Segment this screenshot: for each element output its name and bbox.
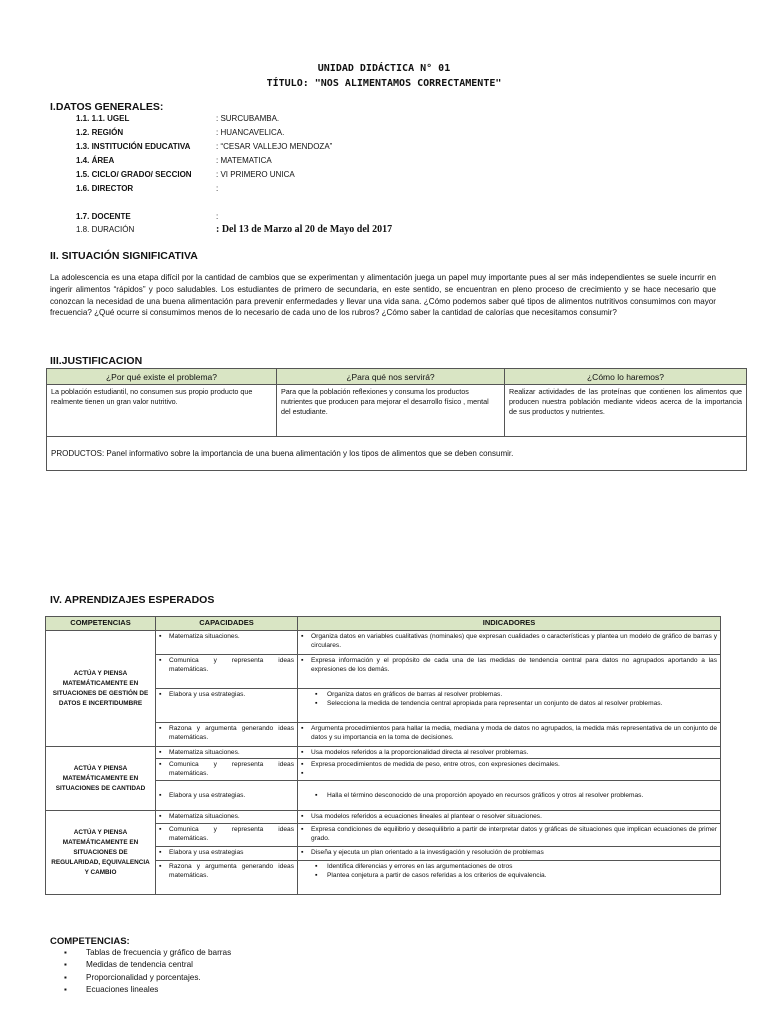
list-item: ▪ Proporcionalidad y porcentajes. <box>64 972 231 984</box>
indicador: ▪ Expresa información y el propósito de cada una de las medidas de tendencia central para datos no agrupados aportando a las expresiones de los demás. <box>301 656 717 674</box>
capacidad: ▪ Elabora y usa estrategias. <box>159 791 294 800</box>
datos-label: 1.7. DOCENTE <box>76 212 131 221</box>
table-header: ¿Para qué nos servirá? <box>277 369 505 385</box>
competencia-cell: ACTÚA Y PIENSA MATEMÁTICAMENTE EN SITUACIONES DE REGULARIDAD, EQUIVALENCIA Y CAMBIO <box>46 811 156 895</box>
datos-label: 1.1. 1.1. UGEL <box>76 114 130 123</box>
situacion-text: La adolescencia es una etapa difícil por la cantidad de cambios que se experimentan y alimentación juega un papel muy importante pues al ser más independientes se suele incurrir en ingerir alimentos “rápidos” y poco saludables. Los estudiantes de primero de secundaria, en este sentido, se encuentran en pleno proceso de crecimiento y se hace necesario que conozcan la necesidad de una buena alimentación para prevenir enfermedades y llevar una vida sana. ¿Cómo podemos saber qué tipos de alimentos nutritivos consumimos con mayor frecuencia? ¿Qué ocurre si consumimos menos de lo necesario de cada uno de los rubros? ¿Cómo saber la cantidad de calorías que necesitamos consumir? <box>50 273 716 318</box>
table-cell: Para que la población reflexiones y consuma los productos nutrientes que producen para mejorar el desarrollo físico , mental del estudiante. <box>277 385 505 437</box>
list-item: ▪ Ecuaciones lineales <box>64 984 231 996</box>
capacidad: ▪ Elabora y usa estrategias. <box>159 690 294 699</box>
aprendizajes-table <box>45 616 721 895</box>
datos-row <box>0 142 768 156</box>
indicador: ▪ Plantea conjetura a partir de casos referidas a los criterios de equivalencia. <box>301 871 717 880</box>
table-header: CAPACIDADES <box>156 617 298 631</box>
datos-value: : <box>216 212 219 221</box>
datos-row <box>0 225 768 239</box>
indicador: ▪ Identifica diferencias y errores en las argumentaciones de otros <box>301 862 717 871</box>
capacidad: ▪ Matematiza situaciones. <box>159 748 294 757</box>
indicador: ▪ Expresa condiciones de equilibrio y desequilibrio a partir de interpretar datos y gráficas de situaciones que implican ecuaciones de primer grado. <box>301 825 717 843</box>
indicador: ▪ Organiza datos en variables cualitativas (nominales) que expresan cualidades o características y plantea un modelo de gráfico de barras y circulares. <box>301 632 717 650</box>
indicador: ▪ Usa modelos referidos a ecuaciones lineales al plantear o resolver situaciones. <box>301 812 717 821</box>
datos-value: : <box>216 184 219 193</box>
capacidad: ▪ Comunica y representa ideas matemáticas. <box>159 825 294 843</box>
competencias-list <box>64 947 231 996</box>
datos-value: : Del 13 de Marzo al 20 de Mayo del 2017 <box>216 224 393 235</box>
datos-label: 1.3. INSTITUCIÓN EDUCATIVA <box>76 142 191 151</box>
datos-row <box>0 128 768 142</box>
table-header: COMPETENCIAS <box>46 617 156 631</box>
competencia-cell: ACTÚA Y PIENSA MATEMÁTICAMENTE EN SITUACIONES DE CANTIDAD <box>46 747 156 811</box>
justificacion-heading: III.JUSTIFICACION <box>50 355 143 367</box>
indicador: ▪ Diseña y ejecuta un plan orientado a la investigación y resolución de problemas <box>301 848 717 857</box>
datos-heading: I.DATOS GENERALES: <box>50 101 164 113</box>
productos-cell <box>47 437 747 471</box>
capacidad: ▪ Matematiza situaciones. <box>159 632 294 641</box>
productos-label: PRODUCTOS: <box>51 448 105 458</box>
datos-row <box>0 170 768 184</box>
indicador: ▪ Expresa procedimientos de medida de peso, entre otros, con expresiones decimales. <box>301 760 717 769</box>
datos-label: 1.6. DIRECTOR <box>76 184 134 193</box>
situacion-heading: II. SITUACIÓN SIGNIFICATIVA <box>50 250 198 262</box>
datos-row <box>0 114 768 128</box>
datos-label: 1.5. CICLO/ GRADO/ SECCION <box>76 170 192 179</box>
datos-label: 1.4. ÁREA <box>76 156 115 165</box>
unit-title: UNIDAD DIDÁCTICA N° 01 <box>317 63 451 74</box>
datos-label: 1.8. DURACIÓN <box>76 225 135 234</box>
table-header: ¿Cómo lo haremos? <box>505 369 747 385</box>
table-header: ¿Por qué existe el problema? <box>47 369 277 385</box>
indicador: ▪ Selecciona la medida de tendencia central apropiada para representar un conjunto de datos al resolver problemas. <box>301 699 717 708</box>
datos-value: : “CESAR VALLEJO MENDOZA” <box>216 142 333 151</box>
table-header: INDICADORES <box>298 617 721 631</box>
indicador: ▪ Halla el término desconocido de una proporción apoyado en recursos gráficos y otros al resolver problemas. <box>301 791 717 800</box>
justificacion-table <box>46 368 747 471</box>
datos-label: 1.2. REGIÓN <box>76 128 124 137</box>
datos-value: : MATEMATICA <box>216 156 272 165</box>
indicador: ▪ Argumenta procedimientos para hallar la media, mediana y moda de datos no agrupados, la medida más representativa de un conjunto de datos y su importancia en la toma de decisiones. <box>301 724 717 742</box>
capacidad: ▪ Elabora y usa estrategias <box>159 848 294 857</box>
aprendizajes-heading: IV. APRENDIZAJES ESPERADOS <box>50 594 215 606</box>
table-cell: La población estudiantil, no consumen sus propio producto que realmente tienen un gran valor nutritivo. <box>47 385 277 437</box>
document-title: TÍTULO: "NOS ALIMENTAMOS CORRECTAMENTE" <box>266 78 502 89</box>
capacidad: ▪ Matematiza situaciones. <box>159 812 294 821</box>
datos-value: : SURCUBAMBA. <box>216 114 280 123</box>
datos-value: : VI PRIMERO UNICA <box>216 170 295 179</box>
list-item: ▪ Medidas de tendencia central <box>64 959 231 971</box>
indicador: ▪ Usa modelos referidos a la proporcionalidad directa al resolver problemas. <box>301 748 717 757</box>
indicador: ▪ Organiza datos en gráficos de barras al resolver problemas. <box>301 690 717 699</box>
competencia-cell: ACTÚA Y PIENSA MATEMÁTICAMENTE EN SITUACIONES DE GESTIÓN DE DATOS E INCERTIDUMBRE <box>46 631 156 747</box>
list-item: ▪ Tablas de frecuencia y gráfico de barras <box>64 947 231 959</box>
capacidad: ▪ Comunica y representa ideas matemáticas. <box>159 760 294 778</box>
datos-value: : HUANCAVELICA. <box>216 128 285 137</box>
capacidad: ▪ Razona y argumenta generando ideas matemáticas. <box>159 724 294 742</box>
competencias-heading: COMPETENCIAS: <box>50 936 130 947</box>
productos-text: Panel informativo sobre la importancia de una buena alimentación y los tipos de alimentos que se deben consumir. <box>104 448 514 458</box>
table-cell: Realizar actividades de las proteínas que contienen los alimentos que producen nuestra población mediante videos acerca de la importancia de sus productos y nutrientes. <box>505 385 747 437</box>
datos-row <box>0 184 768 198</box>
capacidad: ▪ Comunica y representa ideas matemáticas. <box>159 656 294 674</box>
datos-row <box>0 156 768 170</box>
capacidad: ▪ Razona y argumenta generando ideas matemáticas. <box>159 862 294 880</box>
